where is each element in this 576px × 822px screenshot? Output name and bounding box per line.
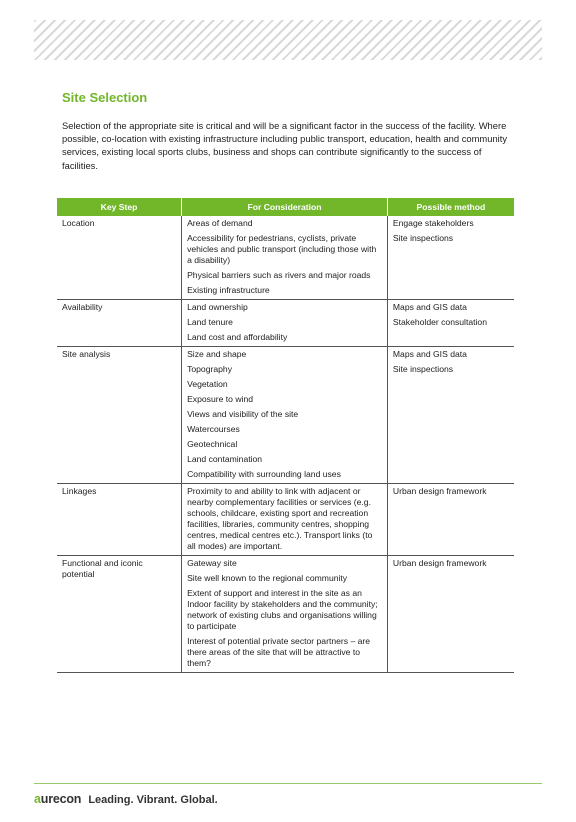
consideration-item: Land tenure bbox=[187, 317, 233, 327]
consideration-item: Physical barriers such as rivers and major roads bbox=[187, 270, 371, 280]
consideration-item: Exposure to wind bbox=[187, 394, 253, 404]
method-cell bbox=[387, 484, 514, 556]
key-step-cell: Availability bbox=[57, 300, 182, 347]
consideration-cell bbox=[182, 300, 388, 347]
consideration-item: Extent of support and interest in the site as an Indoor facility by stakeholders and the community; network of existing clubs and organisations willing to participate bbox=[187, 588, 378, 631]
consideration-item: Topography bbox=[187, 364, 232, 374]
site-selection-table bbox=[57, 198, 514, 673]
method-item: Maps and GIS data bbox=[392, 302, 467, 312]
aurecon-logo bbox=[34, 792, 81, 806]
key-step-cell: Site analysis bbox=[57, 347, 182, 484]
method-item: Site inspections bbox=[392, 364, 454, 374]
method-cell bbox=[387, 300, 514, 347]
consideration-item: Geotechnical bbox=[187, 439, 238, 449]
table-header-row bbox=[57, 198, 514, 216]
method-item: Engage stakeholders bbox=[392, 218, 474, 228]
consideration-item: Vegetation bbox=[187, 379, 228, 389]
footer-divider bbox=[34, 783, 542, 784]
logo-accent: a bbox=[34, 792, 41, 806]
consideration-item: Proximity to and ability to link with adjacent or nearby complementary facilities or services (e.g. schools, childcare, existing sport and recreation facilities, libraries, community centres, shopping centres, medical centres etc.). Transport links (to all modes) are important. bbox=[187, 486, 373, 551]
table-body bbox=[57, 216, 514, 673]
consideration-item: Compatibility with surrounding land uses bbox=[187, 469, 341, 479]
header-key-step: Key Step bbox=[57, 198, 182, 216]
key-step-cell: Location bbox=[57, 216, 182, 300]
consideration-item: Size and shape bbox=[187, 349, 247, 359]
header-hatch-pattern bbox=[34, 20, 542, 60]
consideration-item: Site well known to the regional community bbox=[187, 573, 348, 583]
table-row bbox=[57, 300, 514, 347]
consideration-item: Existing infrastructure bbox=[187, 285, 270, 295]
table-row bbox=[57, 556, 514, 673]
header-for-consideration: For Consideration bbox=[182, 198, 388, 216]
consideration-item: Land contamination bbox=[187, 454, 263, 464]
consideration-item: Areas of demand bbox=[187, 218, 253, 228]
method-cell bbox=[387, 556, 514, 673]
consideration-cell bbox=[182, 484, 388, 556]
section-heading: Site Selection bbox=[62, 90, 148, 105]
footer-tagline: Leading. Vibrant. Global. bbox=[88, 794, 218, 806]
method-item: Site inspections bbox=[392, 233, 454, 243]
consideration-item: Views and visibility of the site bbox=[187, 409, 299, 419]
key-step-cell: Functional and iconic potential bbox=[57, 556, 182, 673]
table-row bbox=[57, 484, 514, 556]
consideration-cell bbox=[182, 216, 388, 300]
consideration-item: Accessibility for pedestrians, cyclists, private vehicles and public transport (including those with a disability) bbox=[187, 233, 377, 265]
consideration-item: Watercourses bbox=[187, 424, 240, 434]
consideration-item: Land cost and affordability bbox=[187, 332, 288, 342]
method-item: Urban design framework bbox=[392, 486, 487, 496]
logo-rest: urecon bbox=[40, 792, 82, 806]
consideration-item: Gateway site bbox=[187, 558, 237, 568]
intro-paragraph: Selection of the appropriate site is critical and will be a significant factor in the success of the facility. Where possible, co-location with existing infrastructure including public transport, education, health and community services, existing local sports clubs, business and shops can contribute significantly to the success of facilities. bbox=[62, 120, 508, 171]
header-possible-method: Possible method bbox=[387, 198, 514, 216]
method-item: Stakeholder consultation bbox=[392, 317, 487, 327]
footer bbox=[34, 792, 218, 806]
key-step-cell: Linkages bbox=[57, 484, 182, 556]
method-cell bbox=[387, 216, 514, 300]
consideration-cell bbox=[182, 347, 388, 484]
method-item: Maps and GIS data bbox=[392, 349, 467, 359]
method-cell bbox=[387, 347, 514, 484]
consideration-item: Land ownership bbox=[187, 302, 248, 312]
table-row bbox=[57, 216, 514, 300]
consideration-cell bbox=[182, 556, 388, 673]
consideration-item: Interest of potential private sector partners – are there areas of the site that will be attractive to them? bbox=[187, 636, 371, 668]
table-row bbox=[57, 347, 514, 484]
method-item: Urban design framework bbox=[392, 558, 487, 568]
